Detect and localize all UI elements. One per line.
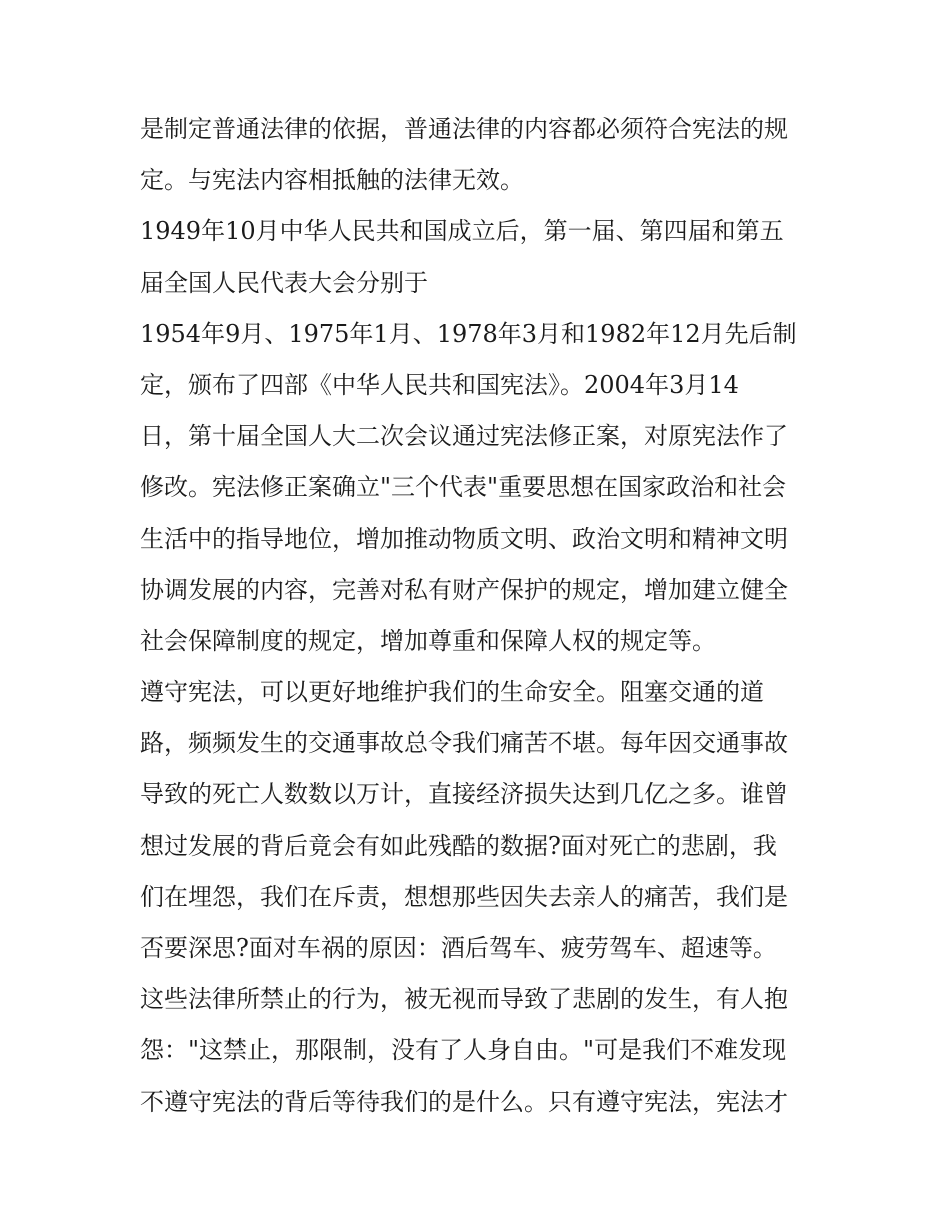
text-line: 生活中的指导地位，增加推动物质文明、政治文明和精神文明 — [140, 524, 788, 553]
text-line: 导致的死亡人数数以万计，直接经济损失达到几亿之多。谁曾 — [140, 780, 788, 809]
text-line: 路，频频发生的交通事故总令我们痛苦不堪。每年因交通事故 — [140, 729, 788, 758]
text-line: 定。与宪法内容相抵触的法律无效。 — [140, 166, 524, 195]
text-line: 1949年10月中华人民共和国成立后，第一届、第四届和第五 — [140, 217, 784, 246]
text-line: 定，颁布了四部《中华人民共和国宪法》。2004年3月14 — [140, 370, 739, 399]
text-line: 协调发展的内容，完善对私有财产保护的规定，增加建立健全 — [140, 575, 788, 604]
text-line: 社会保障制度的规定，增加尊重和保障人权的规定等。 — [140, 626, 716, 655]
text-line: 这些法律所禁止的行为，被无视而导致了悲剧的发生，有人抱 — [140, 985, 788, 1014]
text-line: 不遵守宪法的背后等待我们的是什么。只有遵守宪法，宪法才 — [140, 1087, 788, 1116]
body-text — [140, 104, 820, 1128]
text-line: 修改。宪法修正案确立"三个代表"重要思想在国家政治和社会 — [140, 473, 787, 502]
text-line: 日，第十届全国人大二次会议通过宪法修正案，对原宪法作了 — [140, 422, 788, 451]
text-line: 1954年9月、1975年1月、1978年3月和1982年12月先后制 — [140, 319, 797, 348]
text-line: 们在埋怨，我们在斥责，想想那些因失去亲人的痛苦，我们是 — [140, 882, 788, 911]
text-line: 否要深思?面对车祸的原因：酒后驾车、疲劳驾车、超速等。 — [140, 934, 777, 962]
text-line: 遵守宪法，可以更好地维护我们的生命安全。阻塞交通的道 — [140, 678, 764, 707]
text-line: 届全国人民代表大会分别于 — [140, 268, 428, 297]
text-line: 是制定普通法律的依据，普通法律的内容都必须符合宪法的规 — [140, 115, 788, 143]
text-line: 怨："这禁止，那限制，没有了人身自由。"可是我们不难发现 — [140, 1036, 787, 1065]
text-line: 想过发展的背后竟会有如此残酷的数据?面对死亡的悲剧，我 — [140, 831, 777, 860]
